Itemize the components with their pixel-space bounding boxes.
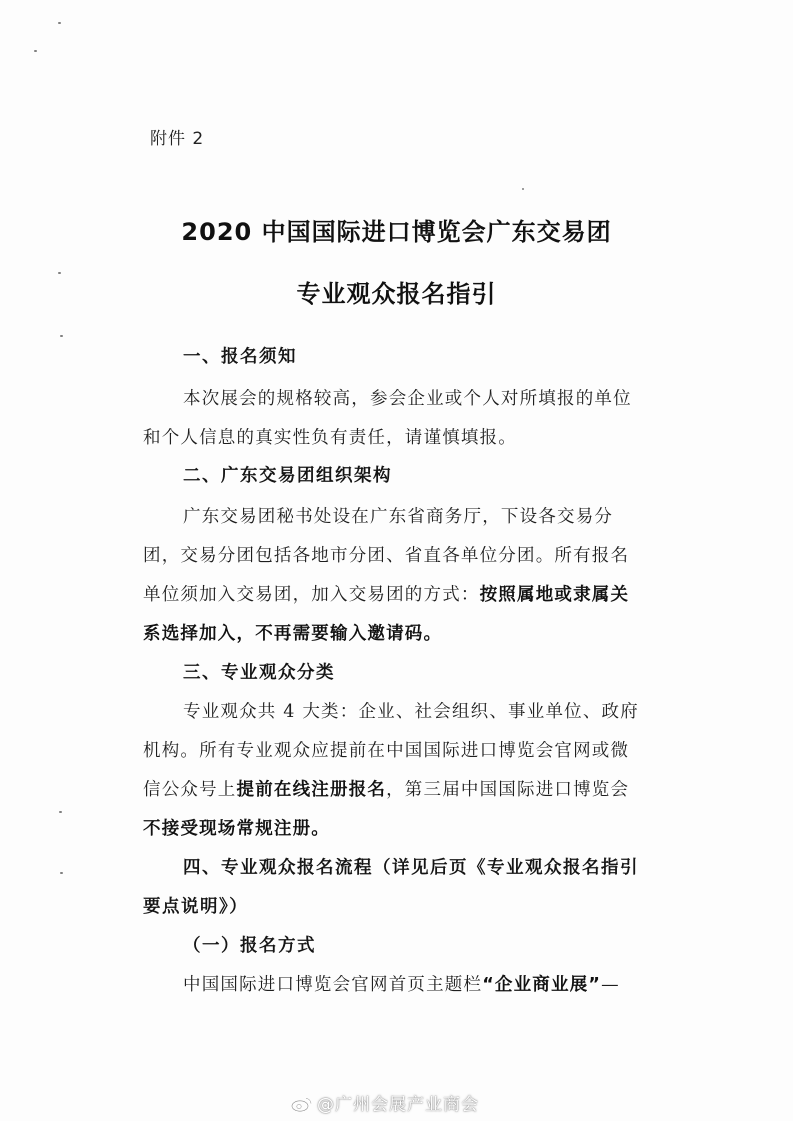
section-heading-audience-categories: 三、专业观众分类 <box>183 663 335 683</box>
paragraph-line: 团，交易分团包括各地市分团、省直各单位分团。所有报名 <box>143 546 630 566</box>
sub-heading-registration-method: （一）报名方式 <box>183 936 316 956</box>
weibo-icon <box>291 1096 313 1112</box>
paragraph-text: 中国国际进口博览会官网首页主题栏 <box>183 975 483 995</box>
watermark <box>291 1090 479 1115</box>
scan-speck <box>60 335 63 337</box>
emphasis-text: 按照属地或隶属关 <box>479 585 630 605</box>
paragraph-text: — <box>601 975 620 995</box>
paragraph-text: 信公众号上 <box>143 780 237 800</box>
scan-speck <box>58 22 61 24</box>
paragraph-text: ，第三届中国国际进口博览会 <box>386 780 630 800</box>
paragraph-line <box>143 581 629 606</box>
scan-speck <box>59 811 62 813</box>
paragraph-line: 机构。所有专业观众应提前在中国国际进口博览会官网或微 <box>143 741 630 761</box>
scan-speck <box>522 188 524 190</box>
scan-speck <box>34 50 37 52</box>
emphasis-text: 提前在线注册报名 <box>236 780 387 800</box>
emphasis-text: “企业商业展” <box>482 975 602 995</box>
paragraph-line: 广东交易团秘书处设在广东省商务厅，下设各交易分 <box>183 507 614 527</box>
attachment-label: 附件 2 <box>150 129 205 149</box>
watermark-text: @广州会展产业商会 <box>317 1095 479 1115</box>
document-title: 2020 中国国际进口博览会广东交易团 <box>181 218 612 246</box>
section-heading-organization: 二、广东交易团组织架构 <box>183 466 392 486</box>
paragraph-line: 本次展会的规格较高，参会企业或个人对所填报的单位 <box>183 389 632 409</box>
document-subtitle: 专业观众报名指引 <box>296 280 497 308</box>
section-heading-registration-process: 四、专业观众报名流程（详见后页《专业观众报名指引 <box>183 858 639 878</box>
paragraph-line <box>183 971 620 996</box>
emphasis-line: 系选择加入，不再需要输入邀请码。 <box>143 624 443 644</box>
paragraph-text: 单位须加入交易团，加入交易团的方式： <box>143 585 480 605</box>
section-heading-continued: 要点说明》） <box>143 897 249 917</box>
paragraph-line: 专业观众共 4 大类：企业、社会组织、事业单位、政府 <box>183 702 639 722</box>
section-heading-registration-notice: 一、报名须知 <box>183 347 297 367</box>
paragraph-line: 和个人信息的真实性负有责任，请谨慎填报。 <box>143 428 517 448</box>
paragraph-line <box>143 776 629 801</box>
emphasis-line: 不接受现场常规注册。 <box>143 819 330 839</box>
scan-speck <box>60 872 63 874</box>
